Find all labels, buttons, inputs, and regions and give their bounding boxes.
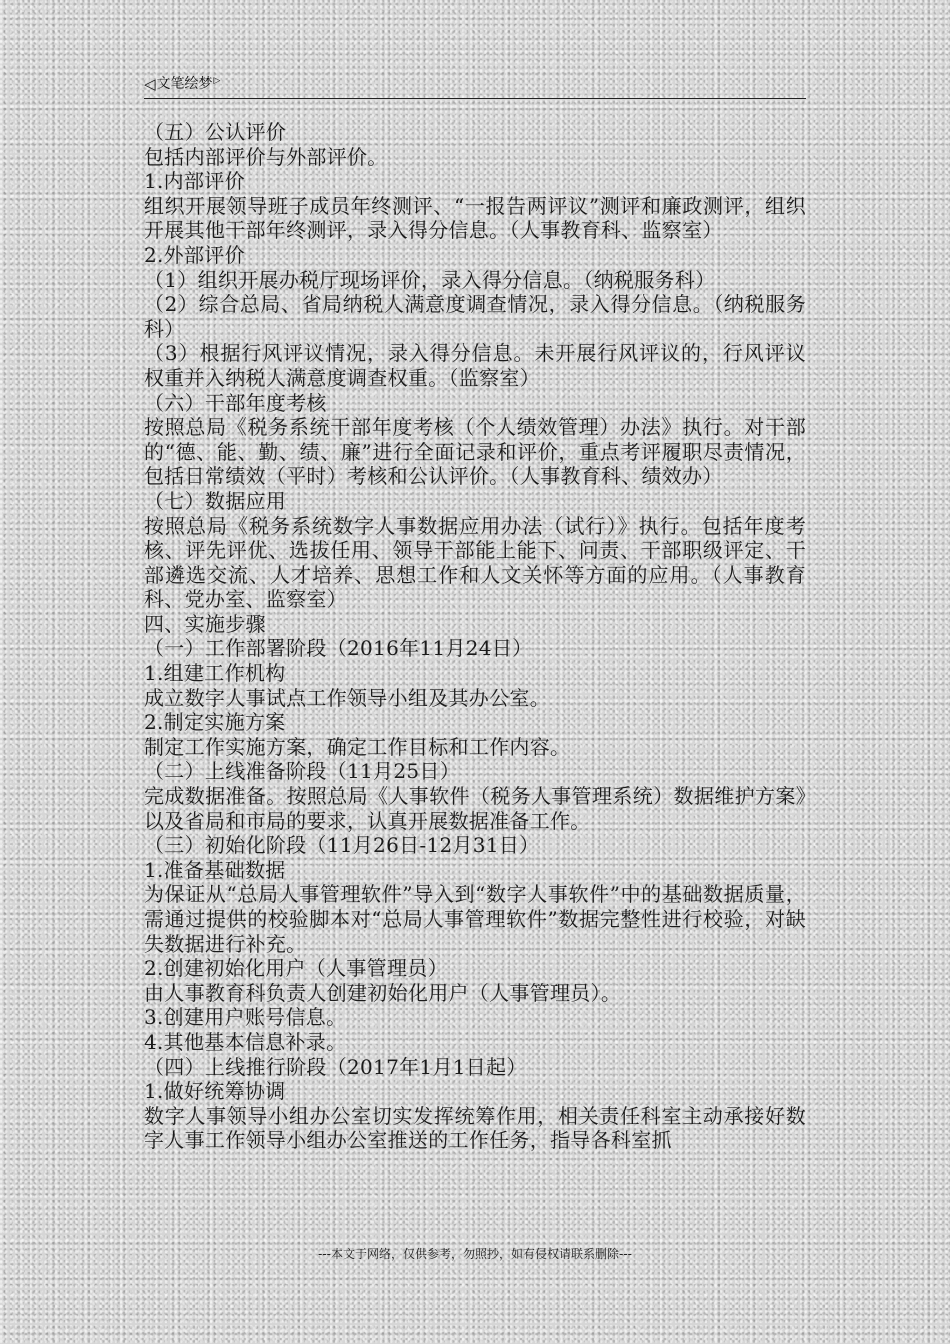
paragraph: （二）上线准备阶段（11月25日） — [144, 759, 460, 784]
right-triangle-icon: ▷ — [213, 76, 221, 86]
paragraph: 3.创建用户账号信息。 — [144, 1005, 347, 1030]
paragraph: 为保证从“总局人事管理软件”导入到“数字人事软件”中的基础数据质量，需通过提供的校验脚本对“总局人事管理软件”数据完整性进行校验，对缺失数据进行补充。 — [144, 882, 806, 956]
paragraph: 4.其他基本信息补录。 — [144, 1029, 347, 1054]
paragraph: 2.外部评价 — [144, 242, 245, 267]
paragraph: 包括内部评价与外部评价。 — [144, 144, 388, 169]
paragraph: 1.准备基础数据 — [144, 857, 286, 882]
paragraph: 1.组建工作机构 — [144, 661, 286, 686]
paragraph: 2.创建初始化用户（人事管理员） — [144, 956, 448, 981]
paragraph: （一）工作部署阶段（2016年11月24日） — [144, 636, 533, 661]
paragraph: 完成数据准备。按照总局《人事软件（税务人事管理系统）数据维护方案》以及省局和市局的要求，认真开展数据准备工作。 — [144, 784, 806, 833]
paragraph: （2）综合总局、省局纳税人满意度调查情况，录入得分信息。（纳税服务科） — [144, 292, 806, 341]
page-footer-disclaimer: ---本文于网络，仅供参考，勿照抄，如有侵权请联系删除--- — [318, 1247, 632, 1261]
paragraph: 2.制定实施方案 — [144, 710, 286, 735]
paragraph: （七）数据应用 — [144, 488, 287, 513]
paragraph: （四）上线推行阶段（2017年1月1日起） — [144, 1054, 527, 1079]
paragraph: 由人事教育科负责人创建初始化用户（人事管理员）。 — [144, 980, 622, 1005]
paragraph: （3）根据行风评议情况，录入得分信息。未开展行风评议的，行风评议权重并入纳税人满意度调查权重。（监察室） — [144, 341, 806, 390]
page-header — [144, 74, 806, 99]
paragraph: 数字人事领导小组办公室切实发挥统筹作用，相关责任科室主动承接好数字人事工作领导小组办公室推送的工作任务，指导各科室抓 — [144, 1103, 806, 1153]
paragraph: （五）公认评价 — [144, 120, 287, 144]
paragraph: （1）组织开展办税厅现场评价，录入得分信息。（纳税服务科） — [144, 267, 716, 292]
brand-name: 文笔绘梦 — [156, 76, 213, 92]
paragraph: 四、实施步骤 — [144, 611, 266, 636]
paragraph: （六）干部年度考核 — [144, 390, 327, 415]
paragraph: 按照总局《税务系统干部年度考核（个人绩效管理）办法》执行。对干部的“德、能、勤、绩、廉”进行全面记录和评价，重点考评履职尽责情况，包括日常绩效（平时）考核和公认评价。（人事教育科、绩效办） — [144, 415, 806, 489]
paragraph: 按照总局《税务系统数字人事数据应用办法（试行）》执行。包括年度考核、评先评优、选拔任用、领导干部能上能下、问责、干部职级评定、干部遴选交流、人才培养、思想工作和人文关怀等方面的应用。（人事教育科、党办室、监察室） — [144, 513, 806, 612]
paragraph: 1.做好统筹协调 — [144, 1079, 286, 1104]
left-triangle-icon: ◁ — [144, 75, 156, 93]
brand-logo — [144, 74, 220, 94]
paragraph: 制定工作实施方案，确定工作目标和工作内容。 — [144, 734, 571, 759]
paragraph: （三）初始化阶段（11月26日-12月31日） — [144, 833, 540, 858]
document-body — [144, 120, 806, 1153]
paragraph: 组织开展领导班子成员年终测评、“一报告两评议”测评和廉政测评，组织开展其他干部年终测评，录入得分信息。（人事教育科、监察室） — [144, 193, 806, 243]
paragraph: 1.内部评价 — [144, 169, 245, 194]
paragraph: 成立数字人事试点工作领导小组及其办公室。 — [144, 685, 550, 710]
